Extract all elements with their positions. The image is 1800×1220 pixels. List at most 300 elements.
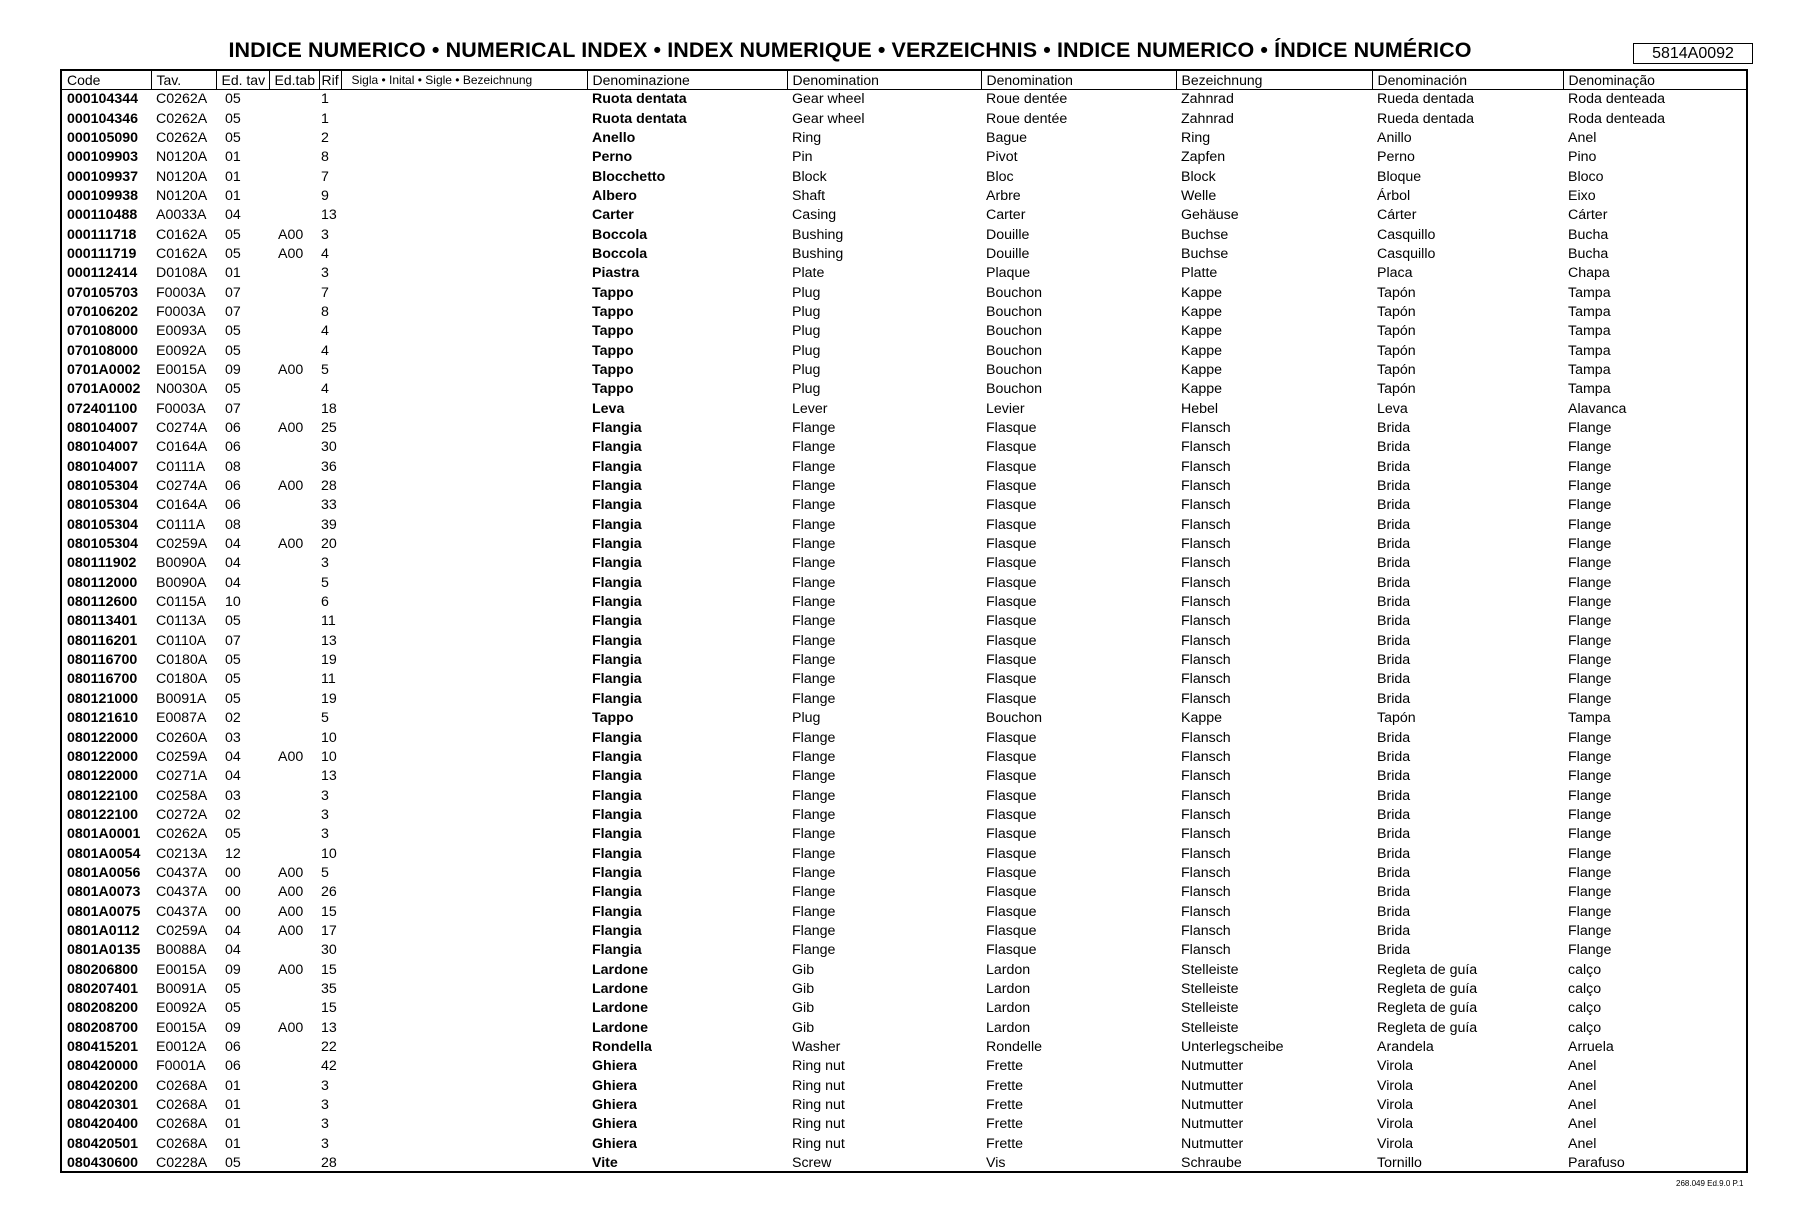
cell-code: 080207401 bbox=[67, 980, 139, 997]
cell-tav: B0091A bbox=[156, 690, 207, 707]
cell-denominacion: Brida bbox=[1377, 806, 1411, 823]
cell-tav: C0164A bbox=[156, 497, 208, 514]
cell-denomination-fr: Flasque bbox=[986, 884, 1037, 901]
cell-ed-tab bbox=[269, 1115, 319, 1134]
table-row bbox=[62, 554, 1746, 573]
cell-ed-tav: 05 bbox=[225, 129, 241, 146]
cell-code: 080112600 bbox=[67, 594, 138, 611]
cell-denominacao: Tampa bbox=[1568, 323, 1611, 340]
cell-denomination-en: Plug bbox=[792, 342, 821, 359]
cell-denomination-en: Flange bbox=[792, 632, 836, 649]
cell-tav: E0092A bbox=[156, 1000, 207, 1017]
column-header-bezeichnung: Bezeichnung bbox=[1176, 71, 1372, 90]
cell-rif: 33 bbox=[321, 497, 337, 514]
cell-denominazione: Tappo bbox=[592, 361, 634, 378]
cell-denominacion: Tapón bbox=[1377, 303, 1416, 320]
cell-code: 0801A0075 bbox=[67, 903, 141, 920]
cell-denominacao: Tampa bbox=[1568, 342, 1611, 359]
cell-denominacion: Leva bbox=[1377, 400, 1408, 417]
cell-denominacao: Flange bbox=[1568, 845, 1612, 862]
cell-code: 080121000 bbox=[67, 690, 139, 707]
cell-bezeichnung: Flansch bbox=[1181, 845, 1231, 862]
cell-sigla bbox=[341, 535, 587, 554]
cell-ed-tab bbox=[269, 999, 319, 1018]
table-row bbox=[62, 902, 1746, 921]
cell-ed-tav: 05 bbox=[225, 671, 241, 688]
cell-tav: C0268A bbox=[156, 1116, 208, 1133]
cell-denomination-en: Gear wheel bbox=[792, 91, 865, 108]
cell-denominacion: Brida bbox=[1377, 497, 1411, 514]
cell-tav: C0113A bbox=[156, 613, 207, 630]
cell-rif: 4 bbox=[321, 381, 329, 398]
cell-sigla bbox=[341, 941, 587, 960]
cell-ed-tav: 07 bbox=[225, 632, 241, 649]
cell-rif: 30 bbox=[321, 439, 337, 456]
cell-code: 070108000 bbox=[67, 323, 139, 340]
cell-denominacao: Flange bbox=[1568, 903, 1612, 920]
cell-tav: C0262A bbox=[156, 129, 208, 146]
cell-denominacion: Brida bbox=[1377, 748, 1411, 765]
cell-bezeichnung: Buchse bbox=[1181, 226, 1229, 243]
cell-sigla bbox=[341, 728, 587, 747]
cell-rif: 7 bbox=[321, 168, 329, 185]
cell-denominazione: Ruota dentata bbox=[592, 91, 687, 108]
cell-ed-tab bbox=[269, 187, 319, 206]
cell-denominazione: Flangia bbox=[592, 864, 642, 881]
cell-denominazione: Boccola bbox=[592, 226, 648, 243]
cell-sigla bbox=[341, 612, 587, 631]
cell-denominazione: Perno bbox=[592, 149, 633, 166]
cell-code: 0801A0054 bbox=[67, 845, 141, 862]
cell-ed-tab bbox=[269, 516, 319, 535]
cell-tav: C0213A bbox=[156, 845, 208, 862]
cell-ed-tab bbox=[269, 980, 319, 999]
cell-denominacion: Tapón bbox=[1377, 381, 1416, 398]
cell-denominacao: Alavanca bbox=[1568, 400, 1627, 417]
cell-denomination-en: Flange bbox=[792, 806, 836, 823]
cell-denomination-en: Gib bbox=[792, 1000, 815, 1017]
cell-ed-tav: 05 bbox=[225, 342, 241, 359]
cell-tav: N0120A bbox=[156, 168, 208, 185]
cell-sigla bbox=[341, 361, 587, 380]
cell-ed-tab: A00 bbox=[278, 1019, 304, 1036]
cell-denominazione: Flangia bbox=[592, 478, 642, 495]
cell-rif: 17 bbox=[321, 922, 337, 939]
cell-ed-tav: 04 bbox=[225, 768, 241, 785]
cell-denominazione: Ghiera bbox=[592, 1116, 637, 1133]
cell-denominazione: Flangia bbox=[592, 787, 642, 804]
cell-sigla bbox=[341, 786, 587, 805]
cell-denominacion: Virola bbox=[1377, 1097, 1414, 1114]
cell-denomination-fr: Roue dentée bbox=[986, 91, 1068, 108]
table-row bbox=[62, 612, 1746, 631]
cell-ed-tab bbox=[269, 264, 319, 283]
cell-code: 000112414 bbox=[67, 265, 138, 282]
cell-tav: C0228A bbox=[156, 1155, 208, 1172]
cell-ed-tab bbox=[269, 941, 319, 960]
cell-denominacao: Arruela bbox=[1568, 1039, 1614, 1056]
cell-code: 080104007 bbox=[67, 439, 139, 456]
cell-denomination-fr: Flasque bbox=[986, 903, 1037, 920]
cell-bezeichnung: Ring bbox=[1181, 129, 1211, 146]
cell-rif: 4 bbox=[321, 342, 329, 359]
cell-denominacion: Brida bbox=[1377, 613, 1411, 630]
cell-ed-tab bbox=[269, 786, 319, 805]
cell-ed-tab: A00 bbox=[278, 226, 304, 243]
cell-sigla bbox=[341, 651, 587, 670]
cell-tav: E0012A bbox=[156, 1039, 207, 1056]
cell-bezeichnung: Welle bbox=[1181, 187, 1217, 204]
cell-code: 000104346 bbox=[67, 110, 139, 127]
table-row bbox=[62, 728, 1746, 747]
cell-code: 080122100 bbox=[67, 787, 139, 804]
cell-bezeichnung: Kappe bbox=[1181, 303, 1223, 320]
cell-rif: 9 bbox=[321, 187, 329, 204]
table-row bbox=[62, 709, 1746, 728]
cell-denominacion: Brida bbox=[1377, 671, 1411, 688]
cell-denomination-en: Ring bbox=[792, 129, 822, 146]
cell-code: 080122000 bbox=[67, 729, 139, 746]
cell-denominacion: Brida bbox=[1377, 826, 1411, 843]
cell-code: 080420400 bbox=[67, 1116, 139, 1133]
cell-denominacao: Flange bbox=[1568, 671, 1612, 688]
cell-denomination-en: Plug bbox=[792, 303, 821, 320]
cell-rif: 5 bbox=[321, 574, 329, 591]
cell-denomination-fr: Flasque bbox=[986, 439, 1037, 456]
cell-code: 080105304 bbox=[67, 497, 139, 514]
cell-denominacion: Brida bbox=[1377, 594, 1411, 611]
cell-denomination-en: Plug bbox=[792, 284, 821, 301]
cell-tav: C0180A bbox=[156, 652, 208, 669]
column-header-sigla: Sigla • Inital • Sigle • Bezeichnung bbox=[341, 71, 587, 90]
cell-denomination-fr: Bouchon bbox=[986, 284, 1043, 301]
cell-denomination-fr: Bouchon bbox=[986, 381, 1043, 398]
cell-denominacao: calço bbox=[1568, 961, 1602, 978]
cell-bezeichnung: Hebel bbox=[1181, 400, 1219, 417]
cell-denomination-fr: Bouchon bbox=[986, 342, 1043, 359]
cell-denominacion: Regleta de guía bbox=[1377, 1000, 1478, 1017]
cell-rif: 26 bbox=[321, 884, 337, 901]
cell-denomination-fr: Flasque bbox=[986, 845, 1037, 862]
cell-denomination-fr: Roue dentée bbox=[986, 110, 1068, 127]
cell-denominacao: Anel bbox=[1568, 1077, 1597, 1094]
cell-rif: 2 bbox=[321, 129, 329, 146]
cell-bezeichnung: Flansch bbox=[1181, 768, 1231, 785]
cell-denomination-fr: Douille bbox=[986, 226, 1030, 243]
cell-denominacion: Brida bbox=[1377, 768, 1411, 785]
cell-denomination-en: Gib bbox=[792, 1019, 815, 1036]
cell-ed-tav: 01 bbox=[225, 168, 241, 185]
cell-code: 000105090 bbox=[67, 129, 139, 146]
cell-denomination-fr: Flasque bbox=[986, 594, 1037, 611]
cell-sigla bbox=[341, 167, 587, 186]
cell-sigla bbox=[341, 960, 587, 979]
cell-rif: 3 bbox=[321, 1097, 329, 1114]
table-row bbox=[62, 999, 1746, 1018]
cell-denomination-en: Flange bbox=[792, 555, 836, 572]
cell-ed-tab bbox=[269, 438, 319, 457]
cell-bezeichnung: Kappe bbox=[1181, 381, 1223, 398]
cell-denomination-fr: Lardon bbox=[986, 1019, 1031, 1036]
column-header-rif: Rif bbox=[319, 71, 341, 90]
table-row bbox=[62, 322, 1746, 341]
cell-denomination-fr: Flasque bbox=[986, 613, 1037, 630]
cell-sigla bbox=[341, 400, 587, 419]
cell-tav: C0111A bbox=[156, 516, 206, 533]
cell-denominacion: Tapón bbox=[1377, 710, 1416, 727]
cell-tav: E0015A bbox=[156, 1019, 207, 1036]
cell-denomination-en: Flange bbox=[792, 458, 836, 475]
cell-sigla bbox=[341, 1019, 587, 1038]
cell-denominacao: Tampa bbox=[1568, 361, 1611, 378]
cell-denomination-en: Washer bbox=[792, 1039, 841, 1056]
cell-rif: 15 bbox=[321, 1000, 337, 1017]
cell-bezeichnung: Gehäuse bbox=[1181, 207, 1239, 224]
cell-rif: 3 bbox=[321, 787, 329, 804]
cell-denomination-fr: Bloc bbox=[986, 168, 1014, 185]
cell-denominacao: calço bbox=[1568, 980, 1602, 997]
cell-denomination-en: Flange bbox=[792, 594, 836, 611]
cell-rif: 3 bbox=[321, 555, 329, 572]
cell-ed-tav: 01 bbox=[225, 265, 241, 282]
cell-denomination-fr: Flasque bbox=[986, 806, 1037, 823]
cell-sigla bbox=[341, 477, 587, 496]
cell-tav: C0274A bbox=[156, 478, 208, 495]
cell-bezeichnung: Zapfen bbox=[1181, 149, 1226, 166]
cell-denomination-en: Flange bbox=[792, 864, 836, 881]
cell-denominazione: Flangia bbox=[592, 806, 642, 823]
cell-bezeichnung: Nutmutter bbox=[1181, 1077, 1244, 1094]
cell-tav: D0108A bbox=[156, 265, 208, 282]
cell-bezeichnung: Flansch bbox=[1181, 884, 1231, 901]
cell-denomination-en: Gear wheel bbox=[792, 110, 865, 127]
cell-sigla bbox=[341, 999, 587, 1018]
cell-denominazione: Tappo bbox=[592, 284, 634, 301]
cell-denominacao: Flange bbox=[1568, 787, 1612, 804]
cell-ed-tav: 05 bbox=[225, 826, 241, 843]
cell-code: 0801A0056 bbox=[67, 864, 141, 881]
cell-denomination-en: Flange bbox=[792, 729, 836, 746]
cell-ed-tav: 05 bbox=[225, 381, 241, 398]
cell-denominacion: Tornillo bbox=[1377, 1155, 1422, 1172]
table-row bbox=[62, 380, 1746, 399]
table-row bbox=[62, 574, 1746, 593]
cell-denomination-fr: Flasque bbox=[986, 942, 1037, 959]
cell-denomination-fr: Plaque bbox=[986, 265, 1031, 282]
cell-denomination-en: Flange bbox=[792, 613, 836, 630]
cell-sigla bbox=[341, 109, 587, 128]
cell-denominacion: Cárter bbox=[1377, 207, 1417, 224]
cell-rif: 36 bbox=[321, 458, 337, 475]
cell-denominacion: Virola bbox=[1377, 1116, 1414, 1133]
cell-ed-tab bbox=[269, 709, 319, 728]
cell-denominacion: Perno bbox=[1377, 149, 1415, 166]
cell-rif: 7 bbox=[321, 284, 329, 301]
cell-denominacion: Regleta de guía bbox=[1377, 1019, 1478, 1036]
column-header-tav: Tav. bbox=[151, 71, 216, 90]
cell-denomination-fr: Flasque bbox=[986, 536, 1037, 553]
cell-code: 0801A0001 bbox=[67, 826, 141, 843]
table-row bbox=[62, 883, 1746, 902]
cell-ed-tav: 01 bbox=[225, 1135, 241, 1152]
cell-sigla bbox=[341, 90, 587, 110]
cell-sigla bbox=[341, 806, 587, 825]
table-row bbox=[62, 632, 1746, 651]
cell-denominacion: Rueda dentada bbox=[1377, 110, 1475, 127]
cell-ed-tab bbox=[269, 283, 319, 302]
cell-ed-tab bbox=[269, 593, 319, 612]
cell-ed-tab bbox=[269, 1096, 319, 1115]
cell-rif: 3 bbox=[321, 806, 329, 823]
cell-tav: N0120A bbox=[156, 149, 208, 166]
cell-ed-tav: 05 bbox=[225, 1000, 241, 1017]
table-row bbox=[62, 786, 1746, 805]
cell-rif: 42 bbox=[321, 1058, 337, 1075]
cell-denominazione: Flangia bbox=[592, 574, 642, 591]
cell-tav: C0437A bbox=[156, 864, 208, 881]
cell-tav: C0115A bbox=[156, 594, 207, 611]
cell-denomination-fr: Pivot bbox=[986, 149, 1018, 166]
table-row bbox=[62, 1077, 1746, 1096]
cell-rif: 3 bbox=[321, 226, 329, 243]
cell-denomination-en: Flange bbox=[792, 478, 836, 495]
cell-rif: 8 bbox=[321, 303, 329, 320]
cell-denomination-en: Flange bbox=[792, 420, 836, 437]
cell-bezeichnung: Flansch bbox=[1181, 516, 1231, 533]
footer-reference: 268.049 Ed.9.0 P.1 bbox=[1676, 1179, 1744, 1188]
cell-tav: C0271A bbox=[156, 768, 208, 785]
cell-tav: C0164A bbox=[156, 439, 208, 456]
cell-rif: 4 bbox=[321, 323, 329, 340]
cell-denominazione: Carter bbox=[592, 207, 634, 224]
cell-denominazione: Albero bbox=[592, 187, 637, 204]
table-row bbox=[62, 670, 1746, 689]
cell-denominacion: Brida bbox=[1377, 574, 1411, 591]
cell-sigla bbox=[341, 187, 587, 206]
cell-bezeichnung: Flansch bbox=[1181, 787, 1231, 804]
cell-denomination-fr: Bouchon bbox=[986, 361, 1043, 378]
cell-ed-tab: A00 bbox=[278, 748, 304, 765]
cell-sigla bbox=[341, 380, 587, 399]
cell-ed-tab: A00 bbox=[278, 536, 304, 553]
cell-rif: 5 bbox=[321, 710, 329, 727]
cell-denominacao: Parafuso bbox=[1568, 1155, 1625, 1172]
table-row bbox=[62, 651, 1746, 670]
cell-ed-tab bbox=[269, 496, 319, 515]
cell-denominazione: Flangia bbox=[592, 652, 642, 669]
cell-denomination-fr: Bouchon bbox=[986, 303, 1043, 320]
cell-denominacao: Anel bbox=[1568, 1097, 1597, 1114]
cell-ed-tav: 08 bbox=[225, 458, 241, 475]
cell-denomination-en: Casing bbox=[792, 207, 837, 224]
cell-rif: 13 bbox=[321, 632, 337, 649]
cell-rif: 10 bbox=[321, 845, 337, 862]
cell-denominazione: Ghiera bbox=[592, 1097, 637, 1114]
cell-denominacion: Brida bbox=[1377, 845, 1411, 862]
cell-denominacao: Tampa bbox=[1568, 381, 1611, 398]
cell-denomination-fr: Douille bbox=[986, 245, 1030, 262]
cell-denomination-fr: Flasque bbox=[986, 555, 1037, 572]
table-row bbox=[62, 922, 1746, 941]
cell-tav: N0120A bbox=[156, 187, 208, 204]
cell-bezeichnung: Nutmutter bbox=[1181, 1097, 1244, 1114]
cell-denominacao: Anel bbox=[1568, 1058, 1597, 1075]
cell-tav: B0090A bbox=[156, 574, 207, 591]
cell-denomination-fr: Lardon bbox=[986, 1000, 1031, 1017]
cell-sigla bbox=[341, 574, 587, 593]
cell-denominacao: Flange bbox=[1568, 806, 1612, 823]
cell-rif: 11 bbox=[321, 671, 336, 688]
cell-sigla bbox=[341, 1115, 587, 1134]
cell-denomination-en: Bushing bbox=[792, 245, 844, 262]
cell-rif: 19 bbox=[321, 690, 337, 707]
cell-denomination-en: Flange bbox=[792, 942, 836, 959]
cell-denomination-en: Ring nut bbox=[792, 1077, 845, 1094]
cell-rif: 13 bbox=[321, 207, 337, 224]
cell-ed-tav: 04 bbox=[225, 207, 241, 224]
table-row bbox=[62, 245, 1746, 264]
cell-sigla bbox=[341, 303, 587, 322]
cell-denomination-fr: Frette bbox=[986, 1077, 1024, 1094]
table-row bbox=[62, 767, 1746, 786]
cell-ed-tab bbox=[269, 806, 319, 825]
cell-ed-tav: 02 bbox=[225, 710, 241, 727]
cell-rif: 3 bbox=[321, 1077, 329, 1094]
cell-denominazione: Flangia bbox=[592, 420, 642, 437]
cell-sigla bbox=[341, 341, 587, 360]
cell-tav: E0092A bbox=[156, 342, 207, 359]
cell-ed-tab bbox=[269, 341, 319, 360]
cell-bezeichnung: Platte bbox=[1181, 265, 1218, 282]
cell-denomination-fr: Flasque bbox=[986, 768, 1037, 785]
cell-ed-tav: 04 bbox=[225, 942, 241, 959]
cell-ed-tab: A00 bbox=[278, 884, 304, 901]
cell-ed-tav: 03 bbox=[225, 787, 241, 804]
cell-sigla bbox=[341, 264, 587, 283]
cell-code: 0801A0073 bbox=[67, 884, 141, 901]
cell-tav: B0090A bbox=[156, 555, 207, 572]
cell-code: 080208200 bbox=[67, 1000, 139, 1017]
cell-ed-tav: 09 bbox=[225, 361, 241, 378]
cell-denominacion: Brida bbox=[1377, 903, 1411, 920]
cell-sigla bbox=[341, 1135, 587, 1154]
cell-ed-tab bbox=[269, 1154, 319, 1173]
cell-rif: 15 bbox=[321, 961, 337, 978]
cell-tav: C0262A bbox=[156, 91, 208, 108]
table-row bbox=[62, 593, 1746, 612]
cell-bezeichnung: Stelleiste bbox=[1181, 980, 1239, 997]
cell-ed-tav: 00 bbox=[225, 884, 241, 901]
cell-denominazione: Tappo bbox=[592, 323, 634, 340]
table-row bbox=[62, 496, 1746, 515]
cell-bezeichnung: Kappe bbox=[1181, 361, 1223, 378]
cell-code: 080122100 bbox=[67, 806, 139, 823]
cell-code: 080105304 bbox=[67, 536, 139, 553]
cell-denominazione: Flangia bbox=[592, 826, 642, 843]
cell-denominacao: Bucha bbox=[1568, 245, 1609, 262]
cell-bezeichnung: Kappe bbox=[1181, 323, 1223, 340]
cell-denominacao: Bloco bbox=[1568, 168, 1604, 185]
cell-bezeichnung: Kappe bbox=[1181, 284, 1223, 301]
cell-ed-tav: 07 bbox=[225, 400, 241, 417]
cell-denomination-en: Flange bbox=[792, 826, 836, 843]
cell-denomination-en: Plug bbox=[792, 710, 821, 727]
cell-rif: 39 bbox=[321, 516, 337, 533]
cell-sigla bbox=[341, 245, 587, 264]
cell-bezeichnung: Flansch bbox=[1181, 458, 1231, 475]
cell-ed-tab bbox=[269, 303, 319, 322]
cell-denominacion: Regleta de guía bbox=[1377, 980, 1478, 997]
